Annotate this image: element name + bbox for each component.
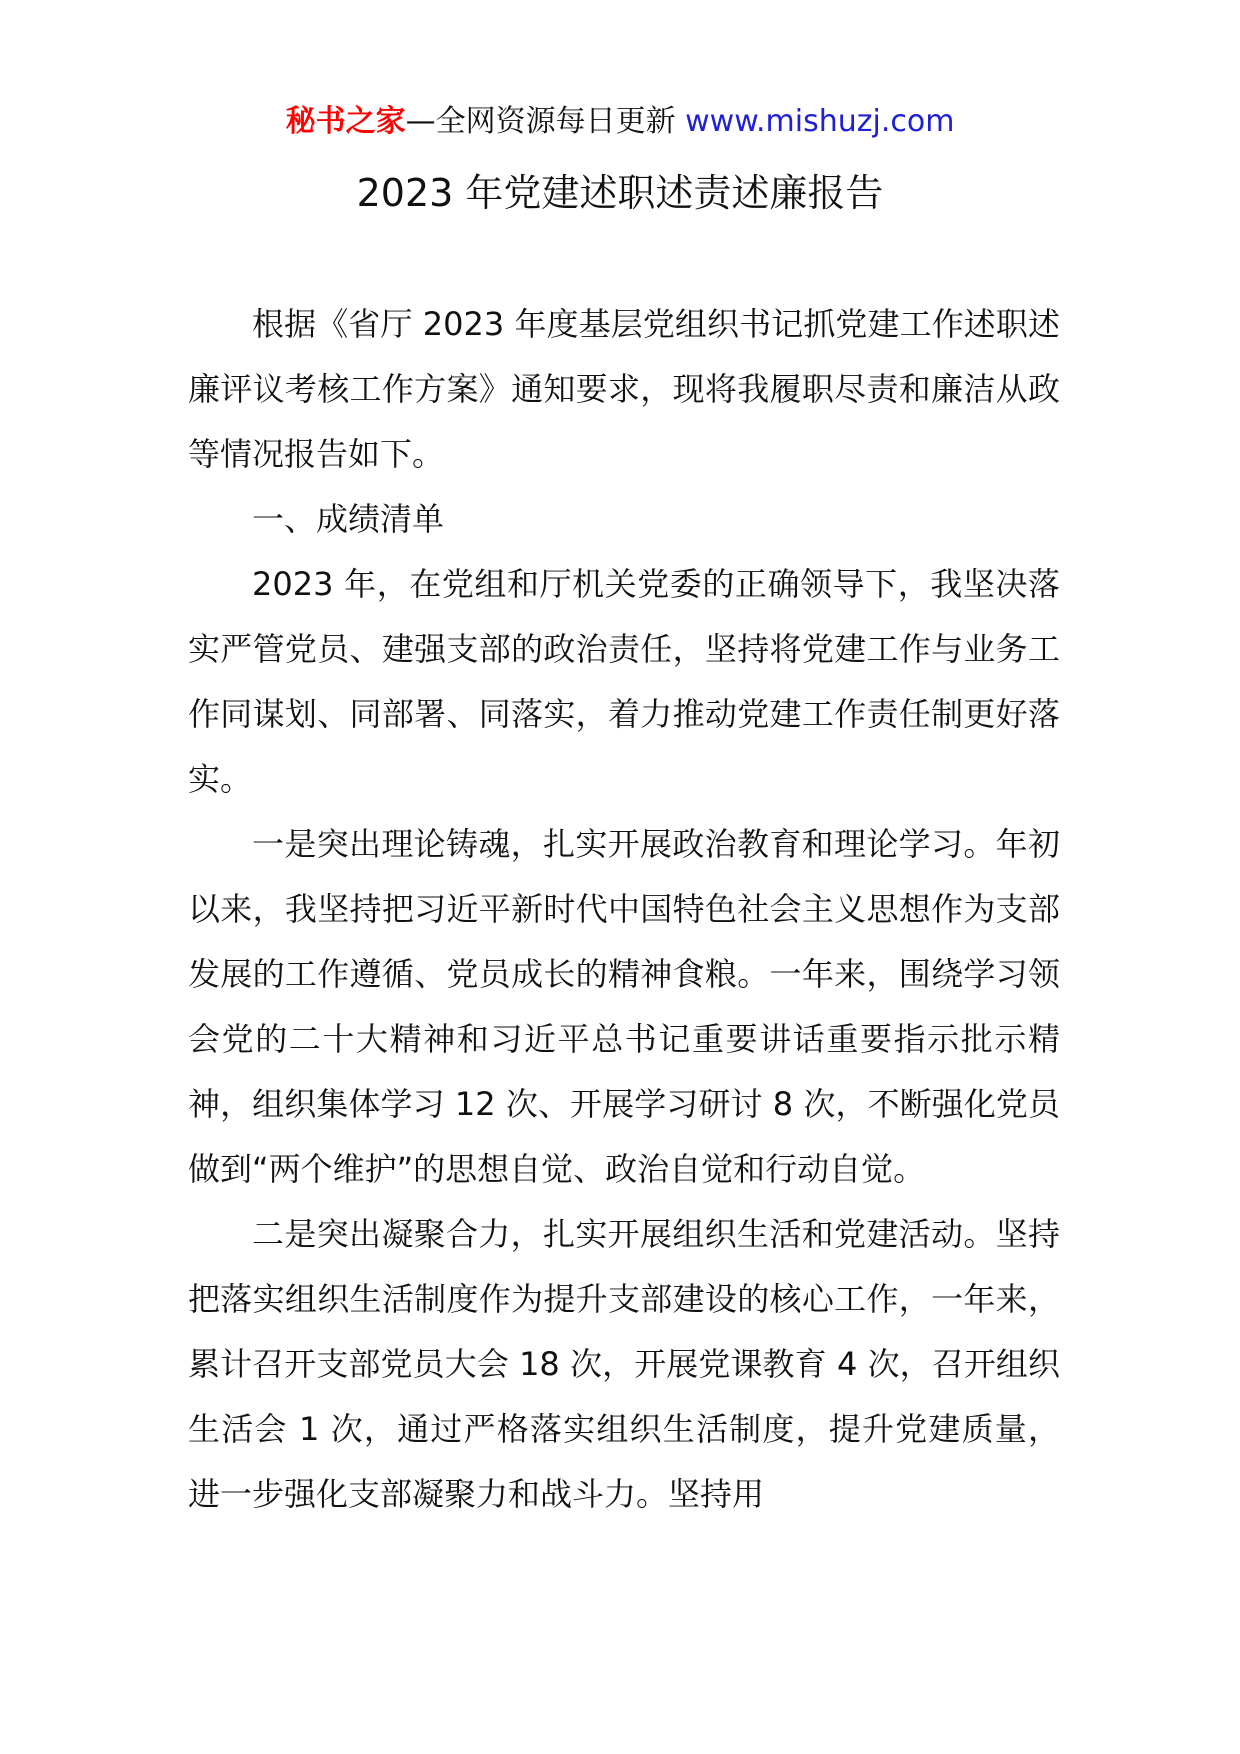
section-heading-achievements: 一、成绩清单 <box>252 500 445 538</box>
site-header <box>0 100 1240 144</box>
document-title: 2023 年党建述职述责述廉报告 <box>356 171 884 215</box>
site-brand: 秘书之家 <box>285 104 406 139</box>
paragraph-organization-life: 二是突出凝聚合力，扎实开展组织生活和党建活动。坚持把落实组织生活制度作为提升支部建设的核心工作，一年来，累计召开支部党员大会 18 次，开展党课教育 4 次，召开组织生活会 1 次，通过严格落实组织生活制度，提升党建质量，进一步强化支部凝聚力和战斗力。坚持用 <box>188 1215 1060 1513</box>
document-body <box>188 292 1060 1527</box>
paragraph-overview: 2023 年，在党组和厅机关党委的正确领导下，我坚决落实严管党员、建强支部的政治责任，坚持将党建工作与业务工作同谋划、同部署、同落实，着力推动党建工作责任制更好落实。 <box>188 565 1060 798</box>
paragraph-intro: 根据《省厅 2023 年度基层党组织书记抓党建工作述职述廉评议考核工作方案》通知要求，现将我履职尽责和廉洁从政等情况报告如下。 <box>188 305 1060 473</box>
site-url-link[interactable]: www.mishuzj.com <box>685 104 955 139</box>
paragraph-theory-study: 一是突出理论铸魂，扎实开展政治教育和理论学习。年初以来，我坚持把习近平新时代中国特色社会主义思想作为支部发展的工作遵循、党员成长的精神食粮。一年来，围绕学习领会党的二十大精神和习近平总书记重要讲话重要指示批示精神，组织集体学习 12 次、开展学习研讨 8 次，不断强化党员做到“两个维护”的思想自觉、政治自觉和行动自觉。 <box>188 825 1060 1188</box>
site-tagline: —全网资源每日更新 <box>405 104 686 139</box>
